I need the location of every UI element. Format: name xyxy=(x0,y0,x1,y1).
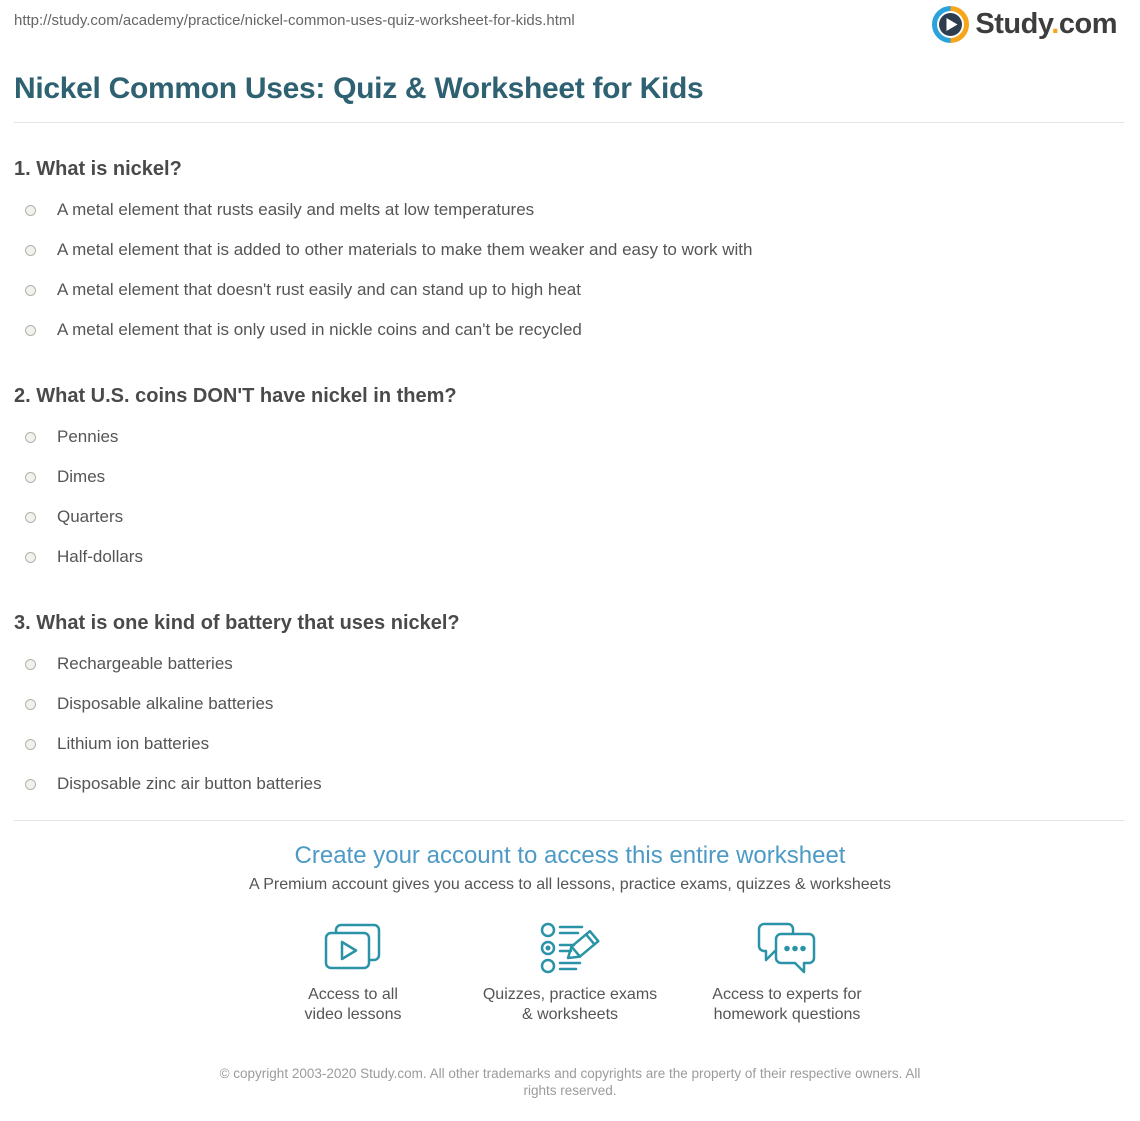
cta-title: Create your account to access this entire worksheet xyxy=(294,842,846,869)
radio-button[interactable] xyxy=(25,245,36,256)
feature-expert-help xyxy=(679,921,896,1025)
radio-button[interactable] xyxy=(25,285,36,296)
section-divider xyxy=(14,820,1124,821)
chat-experts-icon xyxy=(679,921,896,977)
question-2 xyxy=(14,383,1126,577)
question-2-options xyxy=(14,417,1126,577)
question-2-heading: 2. What U.S. coins DON'T have nickel in them? xyxy=(14,385,457,407)
question-3-option-4[interactable] xyxy=(14,764,1126,804)
page-title: Nickel Common Uses: Quiz & Worksheet for Kids xyxy=(14,72,704,105)
question-2-option-2[interactable] xyxy=(14,457,1126,497)
question-2-option-3[interactable] xyxy=(14,497,1126,537)
radio-button[interactable] xyxy=(25,512,36,523)
question-2-option-1[interactable] xyxy=(14,417,1126,457)
radio-button[interactable] xyxy=(25,739,36,750)
study-play-icon xyxy=(932,6,975,43)
radio-button[interactable] xyxy=(25,659,36,670)
option-label[interactable]: Rechargeable batteries xyxy=(57,654,233,673)
question-3 xyxy=(14,610,1126,804)
option-label[interactable]: Lithium ion batteries xyxy=(57,734,210,753)
study-wordmark: Study.com xyxy=(975,8,1117,40)
question-3-heading: 3. What is one kind of battery that uses nickel? xyxy=(14,612,460,634)
option-label[interactable]: Quarters xyxy=(57,507,124,526)
option-label[interactable]: Half-dollars xyxy=(57,547,143,566)
cta-section xyxy=(0,841,1140,895)
question-1-option-1[interactable] xyxy=(14,190,1126,230)
option-label[interactable]: Disposable zinc air button batteries xyxy=(57,774,322,793)
feature-label: Access to experts for homework questions xyxy=(712,986,862,1023)
copyright-text: © copyright 2003-2020 Study.com. All other trademarks and copyrights are the property of their respective owners. All rights reserved. xyxy=(219,1066,921,1098)
radio-button[interactable] xyxy=(25,325,36,336)
page-url: http://study.com/academy/practice/nickel-common-uses-quiz-worksheet-for-kids.html xyxy=(14,12,575,29)
feature-video-lessons xyxy=(245,921,462,1025)
question-3-option-3[interactable] xyxy=(14,724,1126,764)
title-divider xyxy=(14,122,1124,123)
radio-button[interactable] xyxy=(25,699,36,710)
feature-quizzes-worksheets xyxy=(462,921,679,1025)
quizzes-worksheets-icon xyxy=(462,921,679,977)
option-label[interactable]: A metal element that rusts easily and melts at low temperatures xyxy=(57,200,535,219)
study-logo[interactable] xyxy=(932,6,1117,43)
question-3-option-2[interactable] xyxy=(14,684,1126,724)
radio-button[interactable] xyxy=(25,472,36,483)
option-label[interactable]: Disposable alkaline batteries xyxy=(57,694,274,713)
cta-subtitle: A Premium account gives you access to all lessons, practice exams, quizzes & worksheets xyxy=(248,876,892,893)
question-1-option-2[interactable] xyxy=(14,230,1126,270)
radio-button[interactable] xyxy=(25,432,36,443)
option-label[interactable]: Dimes xyxy=(57,467,106,486)
radio-button[interactable] xyxy=(25,779,36,790)
option-label[interactable]: A metal element that doesn't rust easily and can stand up to high heat xyxy=(57,280,581,299)
question-1 xyxy=(14,156,1126,350)
question-3-option-1[interactable] xyxy=(14,644,1126,684)
question-2-option-4[interactable] xyxy=(14,537,1126,577)
option-label[interactable]: A metal element that is added to other materials to make them weaker and easy to work with xyxy=(57,240,753,259)
question-1-option-4[interactable] xyxy=(14,310,1126,350)
question-1-options xyxy=(14,190,1126,350)
feature-label: Quizzes, practice exams & worksheets xyxy=(482,986,658,1023)
question-1-option-3[interactable] xyxy=(14,270,1126,310)
page-header xyxy=(0,0,1140,56)
radio-button[interactable] xyxy=(25,552,36,563)
feature-label: Access to all video lessons xyxy=(304,986,402,1023)
option-label[interactable]: A metal element that is only used in nickle coins and can't be recycled xyxy=(57,320,582,339)
question-1-heading: 1. What is nickel? xyxy=(14,158,182,180)
features-row xyxy=(0,921,1140,1025)
radio-button[interactable] xyxy=(25,205,36,216)
question-3-options xyxy=(14,644,1126,804)
option-label[interactable]: Pennies xyxy=(57,427,119,446)
video-lessons-icon xyxy=(245,921,462,977)
